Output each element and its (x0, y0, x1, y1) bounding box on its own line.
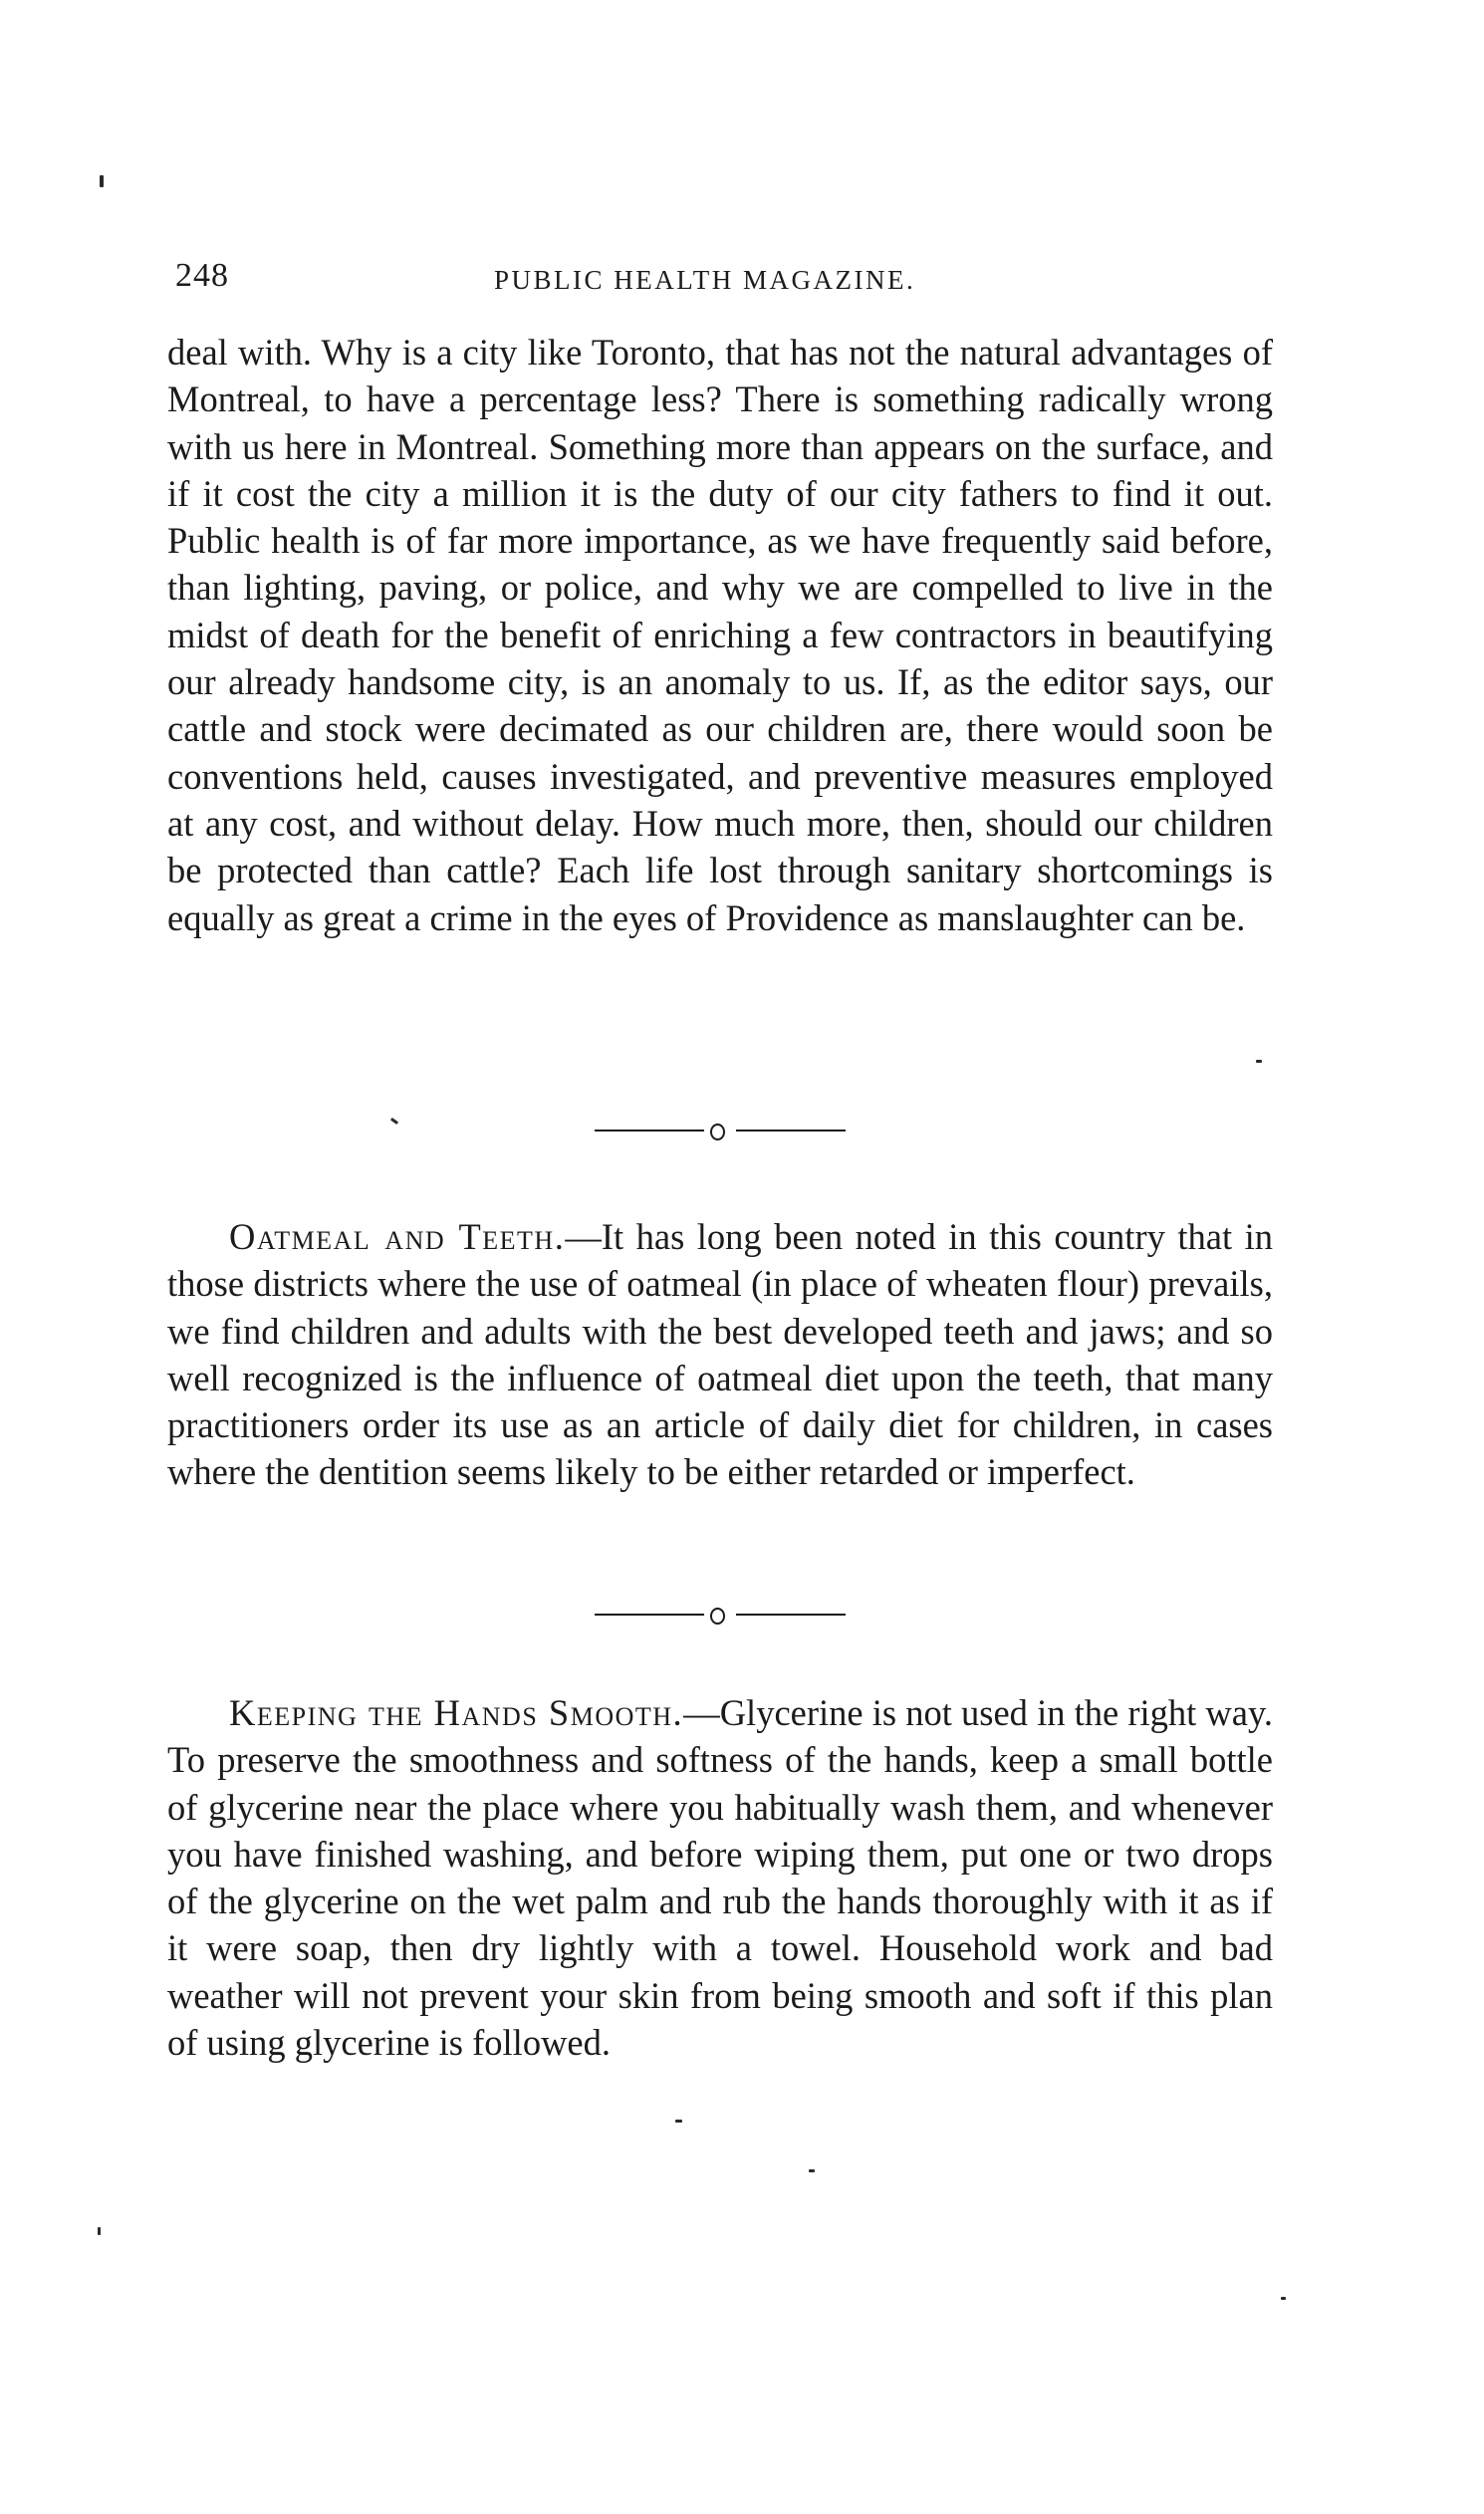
divider-ornament-icon (710, 1608, 725, 1625)
scan-speck (809, 2169, 815, 2172)
article-keeping-the-hands-smooth (167, 1689, 1273, 2066)
journal-title: PUBLIC HEALTH MAGAZINE. (494, 265, 916, 295)
scan-speck (390, 1118, 398, 1125)
article-heading: Keeping the Hands Smooth. (229, 1692, 684, 1733)
article-oatmeal-and-teeth (167, 1213, 1273, 1496)
article-body: —It has long been noted in this country that in those districts where the use of oatmeal (in place of wheaten flour) prevails, we find children and adults with the best developed teeth and jaws; and so well recognized is the influence of oatmeal diet upon the teeth, that many practitioners order its use as an article of daily diet for children, in cases where the dentition seems likely to be either retarded or imperfect. (167, 1216, 1273, 1493)
scan-speck (675, 2120, 682, 2123)
running-head (175, 257, 1271, 307)
continued-paragraph: deal with. Why is a city like Toronto, that has not the natural advantages of Montreal, to have a percentage less? There is something radically wrong with us here in Montreal. Something more than appears on the surface, and if it cost the city a million it is the duty of our city fathers to find it out. Public health is of far more importance, as we have frequently said before, than lighting, paving, or police, and why we are compelled to live in the midst of death for the benefit of enriching a few contractors in beautifying our already handsome city, is an anomaly to us. If, as the editor says, our cattle and stock were decimated as our children are, there would soon be conventions held, causes investigated, and preventive measures employed at any cost, and without delay. How much more, then, should our children be protected than cattle? Each life lost through sanitary shortcomings is equally as great a crime in the eyes of Providence as manslaughter can be. (167, 332, 1273, 938)
scan-speck (1281, 2297, 1286, 2300)
article-paragraph (167, 1213, 1273, 1496)
divider-ornament-icon (710, 1124, 725, 1140)
article-heading: Oatmeal and Teeth. (229, 1216, 566, 1257)
scan-speck (100, 175, 104, 187)
scan-speck (1256, 1060, 1262, 1063)
section-divider (595, 1116, 854, 1145)
page-number: 248 (175, 257, 229, 294)
article-paragraph (167, 1689, 1273, 2066)
scan-speck (98, 2227, 101, 2235)
article-body: —Glycerine is not used in the right way. To preserve the smoothness and softness of the hands, keep a small bottle of glycerine near the place where you habitually wash them, and whenever you have finished washing, and before wiping them, put one or two drops of the glycerine on the wet palm and rub the hands thoroughly with it as if it were soap, then dry lightly with a towel. Household work and bad weather will not prevent your skin from being smooth and soft if this plan of using glycerine is followed. (167, 1692, 1273, 2064)
continued-article (167, 329, 1273, 941)
section-divider (595, 1600, 854, 1630)
